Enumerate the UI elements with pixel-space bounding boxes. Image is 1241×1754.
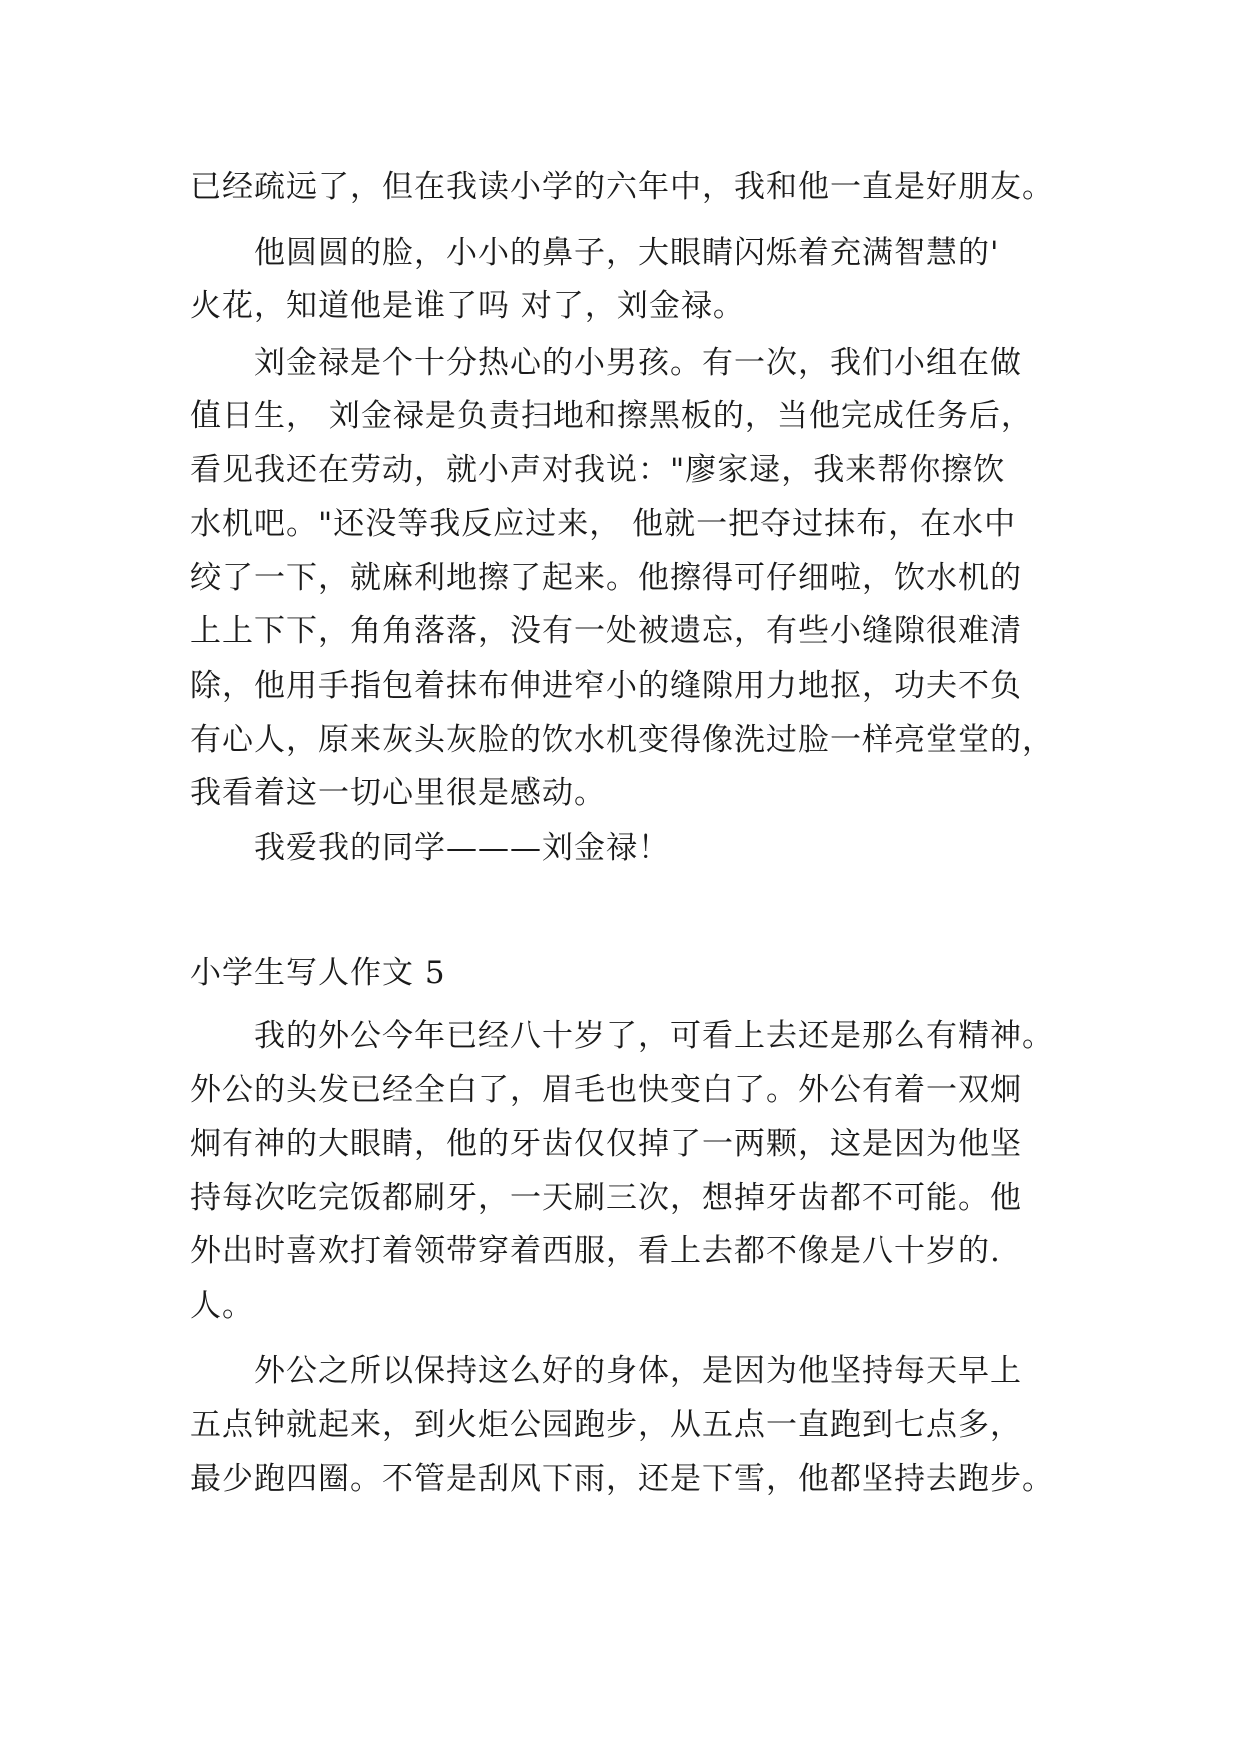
text-line: 刘金禄是个十分热心的小男孩。有一次，我们小组在做 [254, 345, 1022, 381]
text-line: 人。 [190, 1288, 254, 1324]
text-line: 看见我还在劳动，就小声对我说："廖家逯，我来帮你擦饮 [190, 452, 1006, 488]
text-line: 除，他用手指包着抹布伸进窄小的缝隙用力地抠，功夫不负 [190, 668, 1022, 704]
text-line: 火花，知道他是谁了吗 对了，刘金禄。 [190, 288, 745, 324]
text-line: 上上下下，角角落落，没有一处被遗忘，有些小缝隙很难清 [190, 613, 1022, 649]
text-line: 持每次吃完饭都刷牙，一天刷三次，想掉牙齿都不可能。他 [190, 1180, 1022, 1216]
text-line: 值日生， 刘金禄是负责扫地和擦黑板的，当他完成任务后， [190, 398, 1033, 434]
text-line: 我看着这一切心里很是感动。 [190, 775, 606, 811]
text-line: 已经疏远了，但在我读小学的六年中，我和他一直是好朋友。 [190, 169, 1054, 205]
text-line: 有心人，原来灰头灰脸的饮水机变得像洗过脸一样亮堂堂的， [190, 722, 1054, 758]
text-line: 我的外公今年已经八十岁了，可看上去还是那么有精神。 [254, 1018, 1054, 1054]
text-line: 他圆圆的脸，小小的鼻子，大眼睛闪烁着充满智慧的' [254, 235, 1000, 271]
text-line: 水机吧。"还没等我反应过来， 他就一把夺过抹布，在水中 [190, 506, 1017, 542]
text-line: 外公之所以保持这么好的身体，是因为他坚持每天早上 [254, 1353, 1022, 1389]
text-line: 最少跑四圈。不管是刮风下雨，还是下雪，他都坚持去跑步。 [190, 1461, 1054, 1497]
text-line: 外出时喜欢打着领带穿着西服，看上去都不像是八十岁的. [190, 1233, 1001, 1269]
text-line: 五点钟就起来，到火炬公园跑步，从五点一直跑到七点多， [190, 1407, 1022, 1443]
text-line: 我爱我的同学———刘金禄！ [254, 830, 670, 866]
section-heading: 小学生写人作文 5 [190, 955, 446, 991]
text-line: 绞了一下，就麻利地擦了起来。他擦得可仔细啦，饮水机的 [190, 560, 1022, 596]
text-line: 炯有神的大眼睛，他的牙齿仅仅掉了一两颗，这是因为他坚 [190, 1126, 1022, 1162]
text-line: 外公的头发已经全白了，眉毛也快变白了。外公有着一双炯 [190, 1072, 1022, 1108]
